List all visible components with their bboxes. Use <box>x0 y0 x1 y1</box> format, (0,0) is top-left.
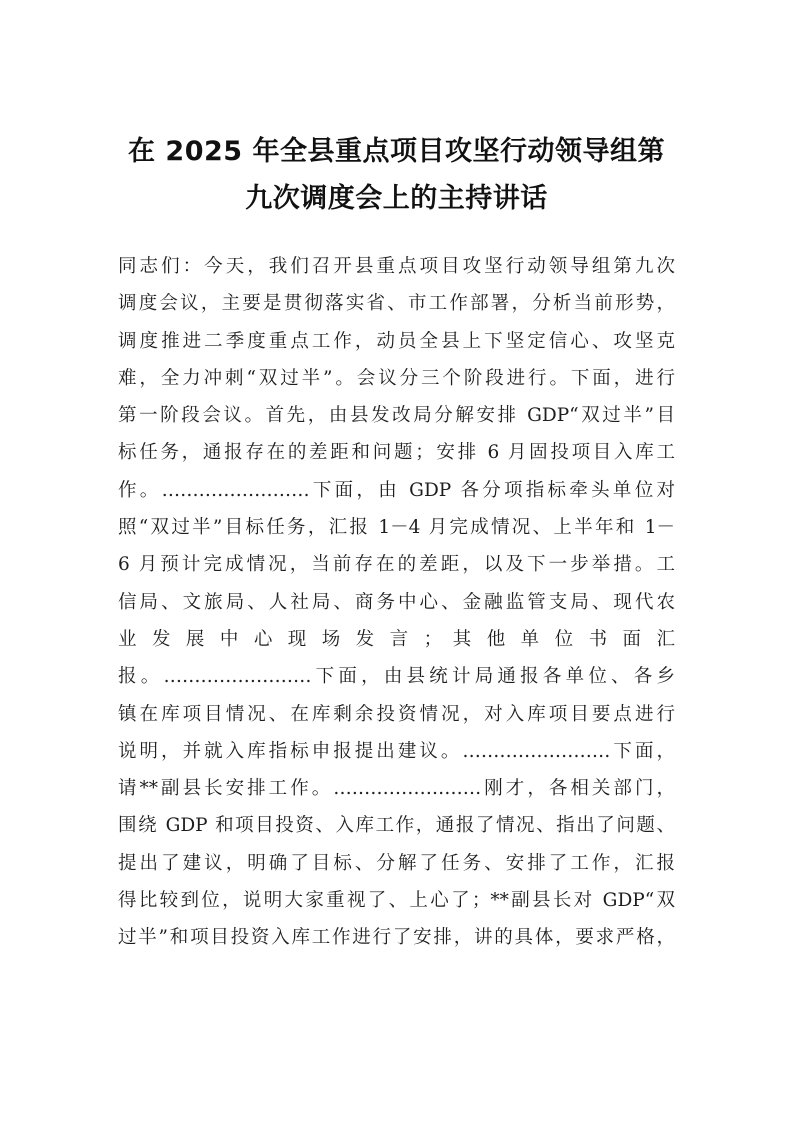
body-line: 标任务，通报存在的差距和问题；安排 6 月固投项目入库工 <box>118 442 675 464</box>
body-line: 难，全力冲刺“双过半”。会议分三个阶段进行。下面，进行 <box>118 367 675 389</box>
body-line: 业 发 展 中 心 现 场 发 言 ； 其 他 单 位 书 面 汇 <box>118 628 675 650</box>
body-line: 第一阶段会议。首先，由县发改局分解安排 GDP“双过半”目 <box>118 405 675 427</box>
body-line: 过半”和项目投资入库工作进行了安排，讲的具体，要求严格， <box>118 927 675 949</box>
document-body <box>118 248 675 957</box>
body-line: 得比较到位，说明大家重视了、上心了；**副县长对 GDP“双 <box>118 890 675 912</box>
body-line: 围绕 GDP 和项目投资、入库工作，通报了情况、指出了问题、 <box>118 815 675 837</box>
body-line: 调度推进二季度重点工作，动员全县上下坚定信心、攻坚克 <box>118 330 675 352</box>
body-line: 提出了建议，明确了目标、分解了任务、安排了工作，汇报 <box>118 852 675 874</box>
body-line: 作。……………………下面，由 GDP 各分项指标牵头单位对 <box>118 479 675 501</box>
body-line: 照“双过半”目标任务，汇报 1－4 月完成情况、上半年和 1－ <box>118 517 675 539</box>
body-line: 同志们：今天，我们召开县重点项目攻坚行动领导组第九次 <box>118 256 675 277</box>
title-line: 在 2025 年全县重点项目攻坚行动领导组第 <box>128 136 665 167</box>
title-line: 九次调度会上的主持讲话 <box>245 183 548 214</box>
body-line: 报。……………………下面，由县统计局通报各单位、各乡 <box>118 666 675 688</box>
body-line: 请**副县长安排工作。……………………刚才，各相关部门， <box>118 778 675 800</box>
body-line: 6 月预计完成情况，当前存在的差距，以及下一步举措。工 <box>118 554 675 576</box>
body-line: 说明，并就入库指标申报提出建议。……………………下面， <box>118 740 675 762</box>
body-line: 信局、文旅局、人社局、商务中心、金融监管支局、现代农 <box>118 591 675 613</box>
body-line: 镇在库项目情况、在库剩余投资情况，对入库项目要点进行 <box>118 703 675 725</box>
body-line: 调度会议，主要是贯彻落实省、市工作部署，分析当前形势， <box>118 293 675 315</box>
document-title <box>118 118 675 222</box>
